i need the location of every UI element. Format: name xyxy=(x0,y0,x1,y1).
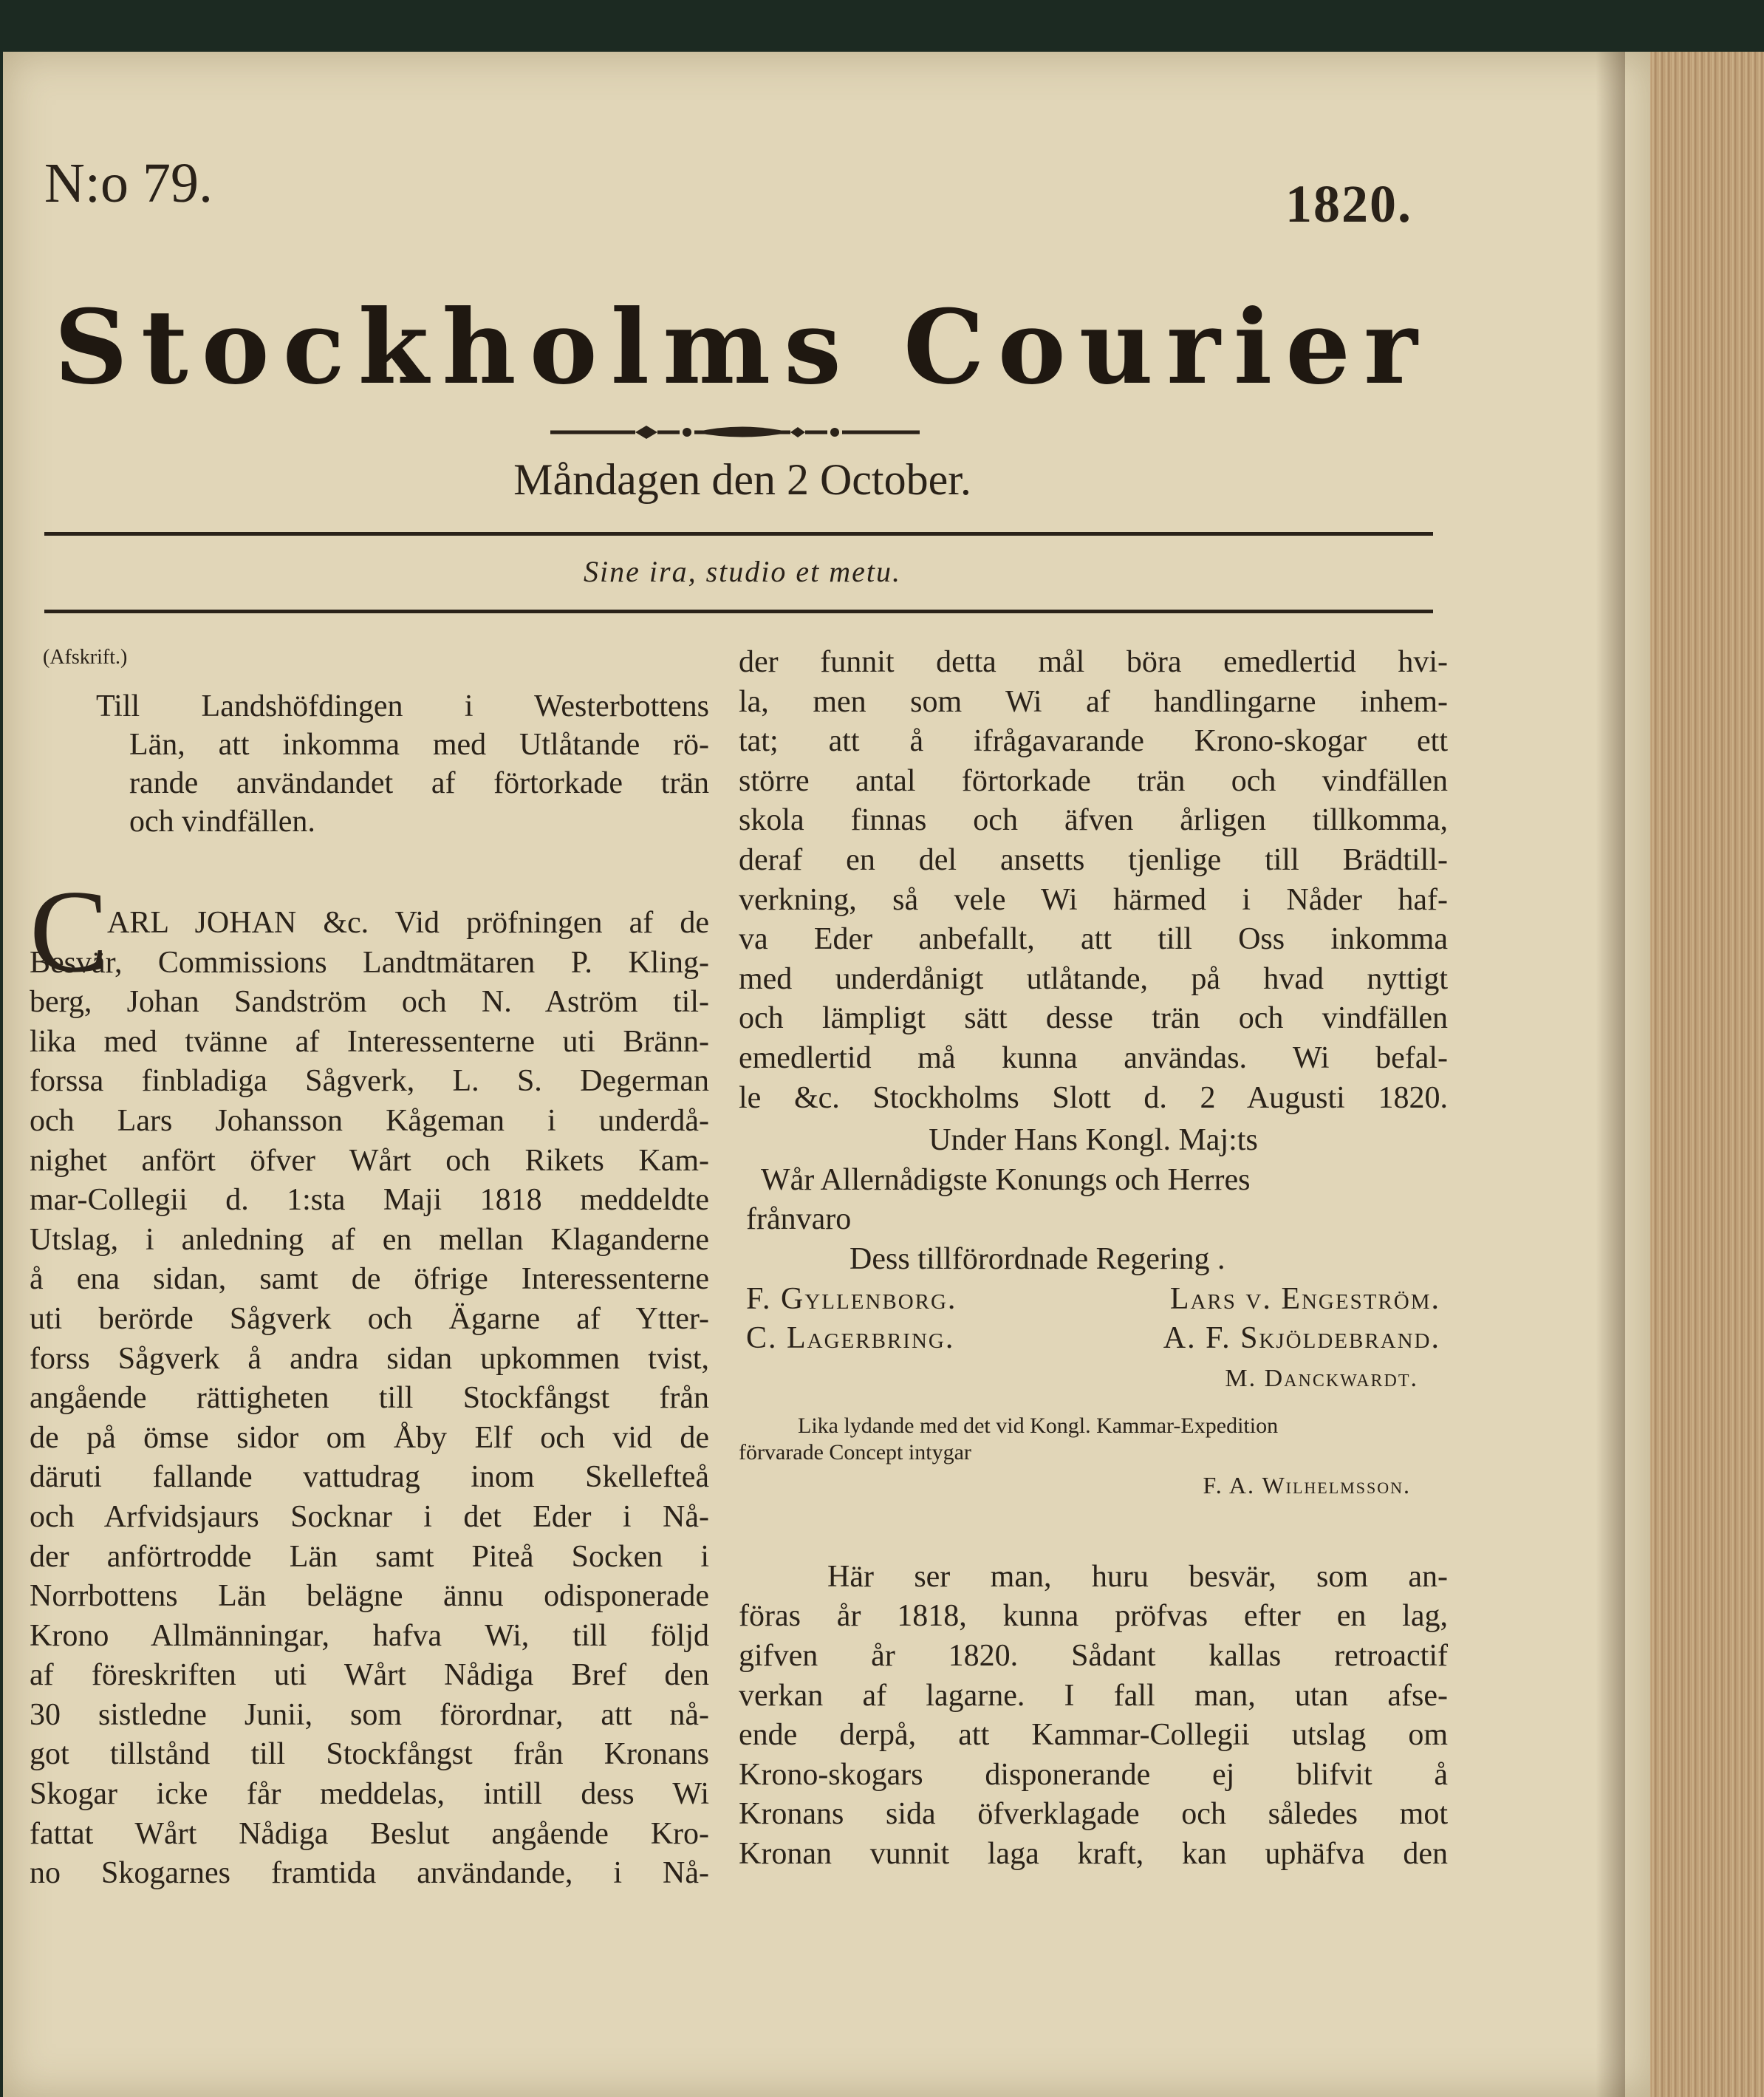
signatory: Lars v. Engeström. xyxy=(1169,1281,1440,1316)
afskrift-label: (Afskrift.) xyxy=(43,646,128,669)
body-line: forss Sågverk å andra sidan upkommen tvist, xyxy=(30,1341,709,1376)
body-line: deraf en del ansetts tjenlige till Brädtill- xyxy=(739,842,1448,877)
body-line: Norrbottens Län belägne ännu odisponerade xyxy=(30,1579,709,1614)
body-line: Skogar icke får meddelas, intill dess Wi xyxy=(30,1777,709,1812)
body-line: däruti fallande vattudrag inom Skellefteå xyxy=(30,1460,709,1495)
body-line: got tillstånd till Stockfångst från Kronans xyxy=(30,1737,709,1772)
body-line: och Arfvidsjaurs Socknar i det Eder i Nå- xyxy=(30,1499,709,1534)
address-line: och vindfällen. xyxy=(129,805,315,839)
signatory: F. Gyllenborg. xyxy=(746,1281,957,1316)
signature-line: Wår Allernådigste Konungs och Herres xyxy=(761,1162,1251,1197)
signatory: A. F. Skjöldebrand. xyxy=(1163,1321,1440,1356)
ornament-rule xyxy=(547,421,923,443)
body-line: större antal förtorkade trän och vindfällen xyxy=(739,763,1448,798)
body-line: mar-Collegii d. 1:sta Maji 1818 meddeldte xyxy=(30,1183,709,1218)
body-line: no Skogarnes framtida användande, i Nå- xyxy=(30,1856,709,1891)
address-line: Till Landshöfdingen i Westerbottens xyxy=(96,689,709,723)
body-line: emedlertid må kunna användas. Wi befal- xyxy=(739,1040,1448,1075)
body-line: la, men som Wi af handlingarne inhem- xyxy=(739,684,1448,719)
body-line: af föreskriften uti Wårt Nådiga Bref den xyxy=(30,1658,709,1693)
address-line: rande användandet af förtorkade trän xyxy=(129,766,709,800)
commentary-line: verkan af lagarne. I fall man, utan afse- xyxy=(739,1678,1448,1713)
body-line: lika med tvänne af Interessenterne uti Bränn- xyxy=(30,1024,709,1059)
body-line: Krono Allmänningar, hafva Wi, till följd xyxy=(30,1618,709,1653)
masthead-title: Stockholms Courier xyxy=(54,287,1431,407)
body-line: ARL JOHAN &c. Vid pröfningen af de xyxy=(107,906,709,940)
signature-line: Under Hans Kongl. Maj:ts xyxy=(929,1123,1258,1158)
commentary-line: Här ser man, huru besvär, som an- xyxy=(827,1559,1448,1594)
body-line: le &c. Stockholms Slott d. 2 Augusti 1820. xyxy=(739,1080,1448,1115)
motto-rule xyxy=(44,610,1433,613)
signature-line: frånvaro xyxy=(746,1202,852,1237)
commentary-line: gifven år 1820. Sådant kallas retroactif xyxy=(739,1639,1448,1674)
signature-line: Dess tillförordnade Regering . xyxy=(849,1241,1225,1276)
body-line: med underdånigt utlåtande, på hvad nyttigt xyxy=(739,961,1448,996)
body-line: der funnit detta mål böra emedlertid hvi- xyxy=(739,645,1448,679)
signatories-row xyxy=(739,1280,1448,1320)
issue-year: 1820. xyxy=(1285,174,1412,233)
body-line: tat; att å ifrågavarande Krono-skogar ett xyxy=(739,724,1448,759)
body-line: Utslag, i anledning af en mellan Klaganderne xyxy=(30,1222,709,1257)
drop-cap: C xyxy=(30,865,109,997)
body-line: 30 sistledne Junii, som förordnar, att nå- xyxy=(30,1697,709,1732)
dateline: Måndagen den 2 October. xyxy=(513,455,971,504)
commentary-line: Kronan vunnit laga kraft, kan uphäfva den xyxy=(739,1837,1448,1872)
body-line: å ena sidan, samt de öfrige Interessenterne xyxy=(30,1262,709,1297)
top-rule xyxy=(44,532,1433,536)
signatory: C. Lagerbring. xyxy=(746,1321,955,1356)
body-line: verkning, så vele Wi härmed i Nåder haf- xyxy=(739,882,1448,917)
body-line: berg, Johan Sandström och N. Aström til- xyxy=(30,985,709,1020)
page-gutter-shadow xyxy=(1596,52,1625,2097)
body-line: de på ömse sidor om Åby Elf och vid de xyxy=(30,1420,709,1455)
body-line: och lämpligt sätt desse trän och vindfällen xyxy=(739,1001,1448,1036)
body-line: uti berörde Sågverk och Ägarne af Ytter- xyxy=(30,1301,709,1336)
attest-line: förvarade Concept intygar xyxy=(739,1440,971,1465)
commentary-line: Kronans sida öfverklagade och således mot xyxy=(739,1797,1448,1832)
right-column xyxy=(739,643,1448,1875)
attest-signer: F. A. Wilhelmsson. xyxy=(1203,1472,1411,1499)
body-line: angående rättigheten till Stockfångst från xyxy=(30,1381,709,1416)
signatory: M. Danckwardt. xyxy=(1225,1364,1418,1392)
body-line: och Lars Johansson Kågeman i underdå- xyxy=(30,1103,709,1138)
body-line: forssa finbladiga Sågverk, L. S. Degerman xyxy=(30,1064,709,1099)
attest-line: Lika lydande med det vid Kongl. Kammar-Expedition xyxy=(798,1414,1279,1439)
body-line: nighet anfört öfver Wårt och Rikets Kam- xyxy=(30,1143,709,1178)
body-line: Besvär, Commissions Landtmätaren P. Kling- xyxy=(30,945,709,980)
left-column xyxy=(30,635,709,1894)
body-line: der anförtrodde Län samt Piteå Socken i xyxy=(30,1539,709,1574)
body-line: va Eder anbefallt, att till Oss inkomma xyxy=(739,922,1448,957)
commentary-line: föras år 1818, kunna pröfvas efter en lag, xyxy=(739,1599,1448,1634)
body-line: skola finnas och äfven årligen tillkomma, xyxy=(739,803,1448,838)
issue-number: N:o 79. xyxy=(44,152,213,214)
body-line: fattat Wårt Nådiga Beslut angående Kro- xyxy=(30,1816,709,1851)
commentary-line: Krono-skogars disponerande ej blifvit å xyxy=(739,1757,1448,1792)
motto: Sine ira, studio et metu. xyxy=(584,555,901,588)
signatories-row xyxy=(739,1319,1448,1359)
address-line: Län, att inkomma med Utlåtande rö- xyxy=(129,728,709,762)
commentary-line: ende derpå, att Kammar-Collegii utslag om xyxy=(739,1718,1448,1753)
